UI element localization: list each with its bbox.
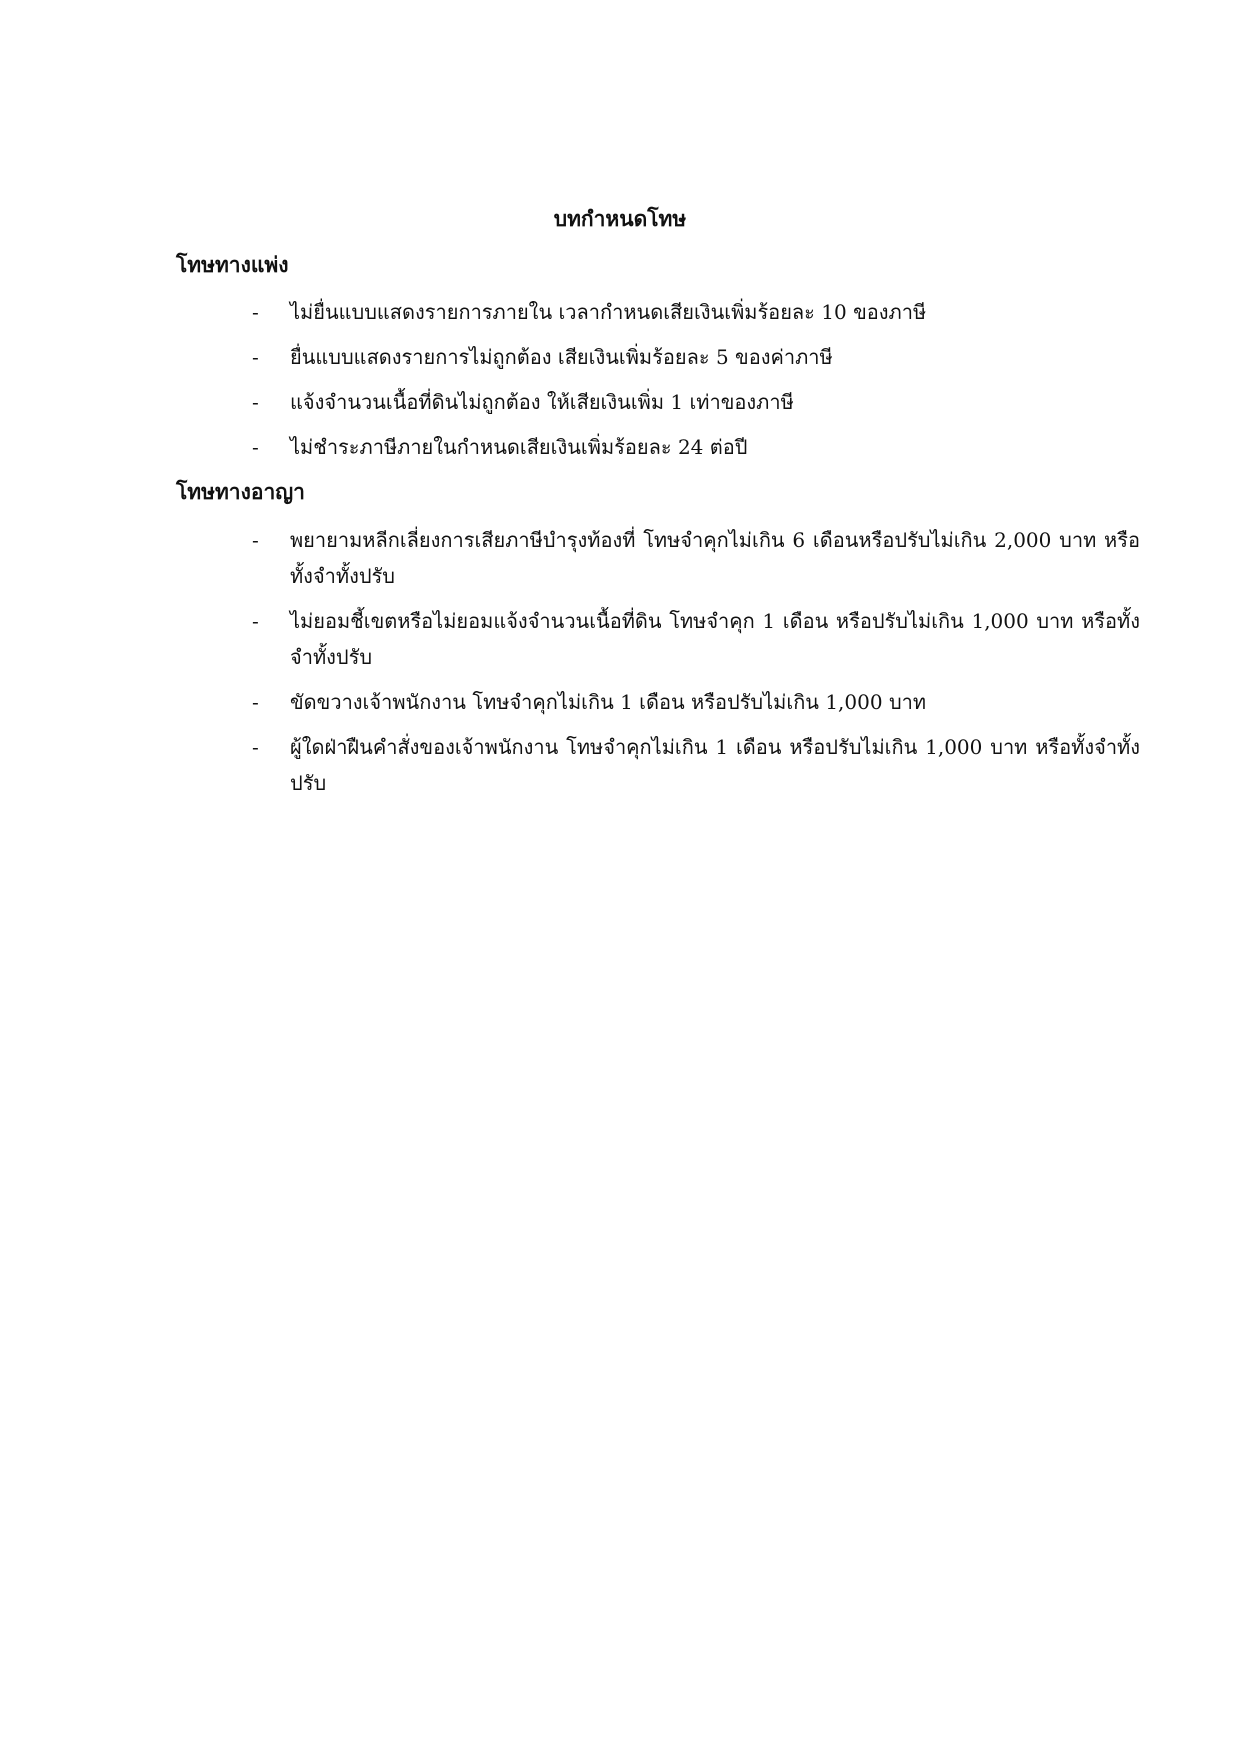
list-item <box>252 522 1140 594</box>
bullet-dash: - <box>252 735 259 759</box>
list-item-text: ยื่นแบบแสดงรายการไม่ถูกต้อง เสียเงินเพิ่มร้อยละ 5 ของค่าภาษี <box>290 345 833 369</box>
criminal-penalty-heading: โทษทางอาญา <box>176 479 305 504</box>
bullet-dash: - <box>252 435 259 459</box>
list-item-text: ผู้ใดฝ่าฝืนคำสั่งของเจ้าพนักงาน โทษจำคุกไม่เกิน 1 เดือน หรือปรับไม่เกิน 1,000 บาท หรือทั้งจำทั้งปรับ <box>290 735 1140 795</box>
list-item-text: ไม่ชำระภาษีภายในกำหนดเสียเงินเพิ่มร้อยละ 24 ต่อปี <box>290 435 748 459</box>
list-item-text: ขัดขวางเจ้าพนักงาน โทษจำคุกไม่เกิน 1 เดือน หรือปรับไม่เกิน 1,000 บาท <box>290 690 927 714</box>
list-item-text: แจ้งจำนวนเนื้อที่ดินไม่ถูกต้อง ให้เสียเงินเพิ่ม 1 เท่าของภาษี <box>290 390 794 414</box>
bullet-dash: - <box>252 345 259 369</box>
civil-penalty-heading: โทษทางแพ่ง <box>176 252 289 277</box>
bullet-dash: - <box>252 609 259 633</box>
list-item <box>252 429 1140 465</box>
bullet-dash: - <box>252 528 259 552</box>
list-item <box>252 384 1140 420</box>
list-item <box>252 294 1140 330</box>
list-item <box>252 684 1140 720</box>
civil-penalty-list <box>252 294 1140 474</box>
bullet-dash: - <box>252 390 259 414</box>
bullet-dash: - <box>252 690 259 714</box>
page-title: บทกำหนดโทษ <box>553 206 687 231</box>
list-item-text: ไม่ยื่นแบบแสดงรายการภายใน เวลากำหนดเสียเงินเพิ่มร้อยละ 10 ของภาษี <box>290 300 927 324</box>
list-item <box>252 729 1140 801</box>
list-item-text: ไม่ยอมชี้เขตหรือไม่ยอมแจ้งจำนวนเนื้อที่ดิน โทษจำคุก 1 เดือน หรือปรับไม่เกิน 1,000 บาท หรือทั้งจำทั้งปรับ <box>290 609 1140 669</box>
list-item-text: พยายามหลีกเลี่ยงการเสียภาษีบำรุงท้องที่ โทษจำคุกไม่เกิน 6 เดือนหรือปรับไม่เกิน 2,000 บาท หรือทั้งจำทั้งปรับ <box>290 528 1140 588</box>
criminal-penalty-list <box>252 522 1140 810</box>
list-item <box>252 339 1140 375</box>
bullet-dash: - <box>252 300 259 324</box>
list-item <box>252 603 1140 675</box>
